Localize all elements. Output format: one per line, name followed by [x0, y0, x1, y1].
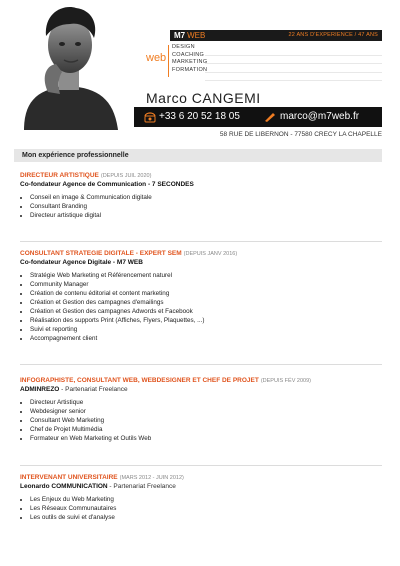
list-item: • Directeur artistique digital [30, 211, 382, 220]
person-name: Marco CANGEMI [146, 90, 261, 106]
divider [20, 465, 382, 466]
list-item: • Community Manager [30, 280, 382, 289]
web-logo: web [146, 52, 167, 64]
service-item: FORMATION [172, 66, 208, 73]
experience-entry [20, 172, 382, 220]
experience-text: 22 ANS D'EXPERIENCE / 47 ANS [288, 32, 378, 38]
entry-items [20, 271, 382, 343]
service-item: COACHING [172, 51, 205, 58]
decorative-rules [205, 47, 382, 81]
list-item: • Les Enjeux du Web Marketing [30, 495, 382, 504]
service-item: DESIGN [172, 44, 195, 50]
header-top-bar [170, 30, 382, 41]
service-item: MARKETING [172, 59, 208, 66]
entry-title: INFOGRAPHISTE, CONSULTANT WEB, WEBDESIGNER ET CHEF DE PROJET (DEPUIS FÉV 2009) [20, 377, 311, 384]
entry-items [20, 193, 382, 220]
list-item: • Suivi et reporting [30, 325, 382, 334]
entry-items [20, 495, 382, 522]
list-item: • Création de contenu éditorial et content marketing [30, 289, 382, 298]
list-item: • Directeur Artistique [30, 398, 382, 407]
entry-title: DIRECTEUR ARTISTIQUE (DEPUIS JUIL 2020) [20, 172, 152, 179]
list-item: • Création et Gestion des campagnes d'emailings [30, 298, 382, 307]
logo-divider [168, 45, 169, 77]
entry-company: Leonardo COMMUNICATION - Partenariat Freelance [20, 483, 176, 490]
experience-entry [20, 474, 382, 522]
phone-icon [144, 111, 156, 123]
experience-entry [20, 250, 382, 343]
entry-company: Co-fondateur Agence Digitale - M7 WEB [20, 259, 143, 266]
entry-title: INTERVENANT UNIVERSITAIRE (MARS 2012 - JUIN 2012) [20, 474, 184, 481]
brand-name: M7 WEB [174, 31, 206, 40]
list-item: • Stratégie Web Marketing et Référencement naturel [30, 271, 382, 280]
list-item: • Conseil en image & Communication digitale [30, 193, 382, 202]
list-item: • Accompagnement client [30, 334, 382, 343]
entry-company: ADMINREZO - Partenariat Freelance [20, 386, 128, 393]
list-item: • Les Réseaux Communautaires [30, 504, 382, 513]
list-item: • Webdesigner senior [30, 407, 382, 416]
divider [20, 241, 382, 242]
experience-entry [20, 377, 382, 443]
list-item: • Les outils de suivi et d'analyse [30, 513, 382, 522]
services-list [172, 44, 207, 74]
list-item: • Consultant Web Marketing [30, 416, 382, 425]
entry-items [20, 398, 382, 443]
pen-icon [264, 112, 276, 122]
entry-company: Co-fondateur Agence de Communication - 7 SECONDES [20, 181, 194, 188]
email-link[interactable]: marco@m7web.fr [280, 111, 360, 122]
section-title: Mon expérience professionnelle [22, 152, 129, 159]
section-header [14, 149, 382, 162]
phone-number[interactable]: +33 6 20 52 18 05 [159, 111, 240, 122]
divider [20, 364, 382, 365]
portrait-image [14, 0, 124, 130]
contact-bar [134, 107, 382, 127]
list-item: • Formateur en Web Marketing et Outils Web [30, 434, 382, 443]
list-item: • Consultant Branding [30, 202, 382, 211]
list-item: • Réalisation des supports Print (Affiches, Flyers, Plaquettes, ...) [30, 316, 382, 325]
list-item: • Chef de Projet Multimédia [30, 425, 382, 434]
entry-title: CONSULTANT STRATEGIE DIGITALE - EXPERT SEM (DEPUIS JANV 2016) [20, 250, 238, 257]
list-item: • Création et Gestion des campagnes Adwords et Facebook [30, 307, 382, 316]
address: 58 RUE DE LIBERNON - 77580 CRECY LA CHAPELLE [219, 131, 382, 138]
